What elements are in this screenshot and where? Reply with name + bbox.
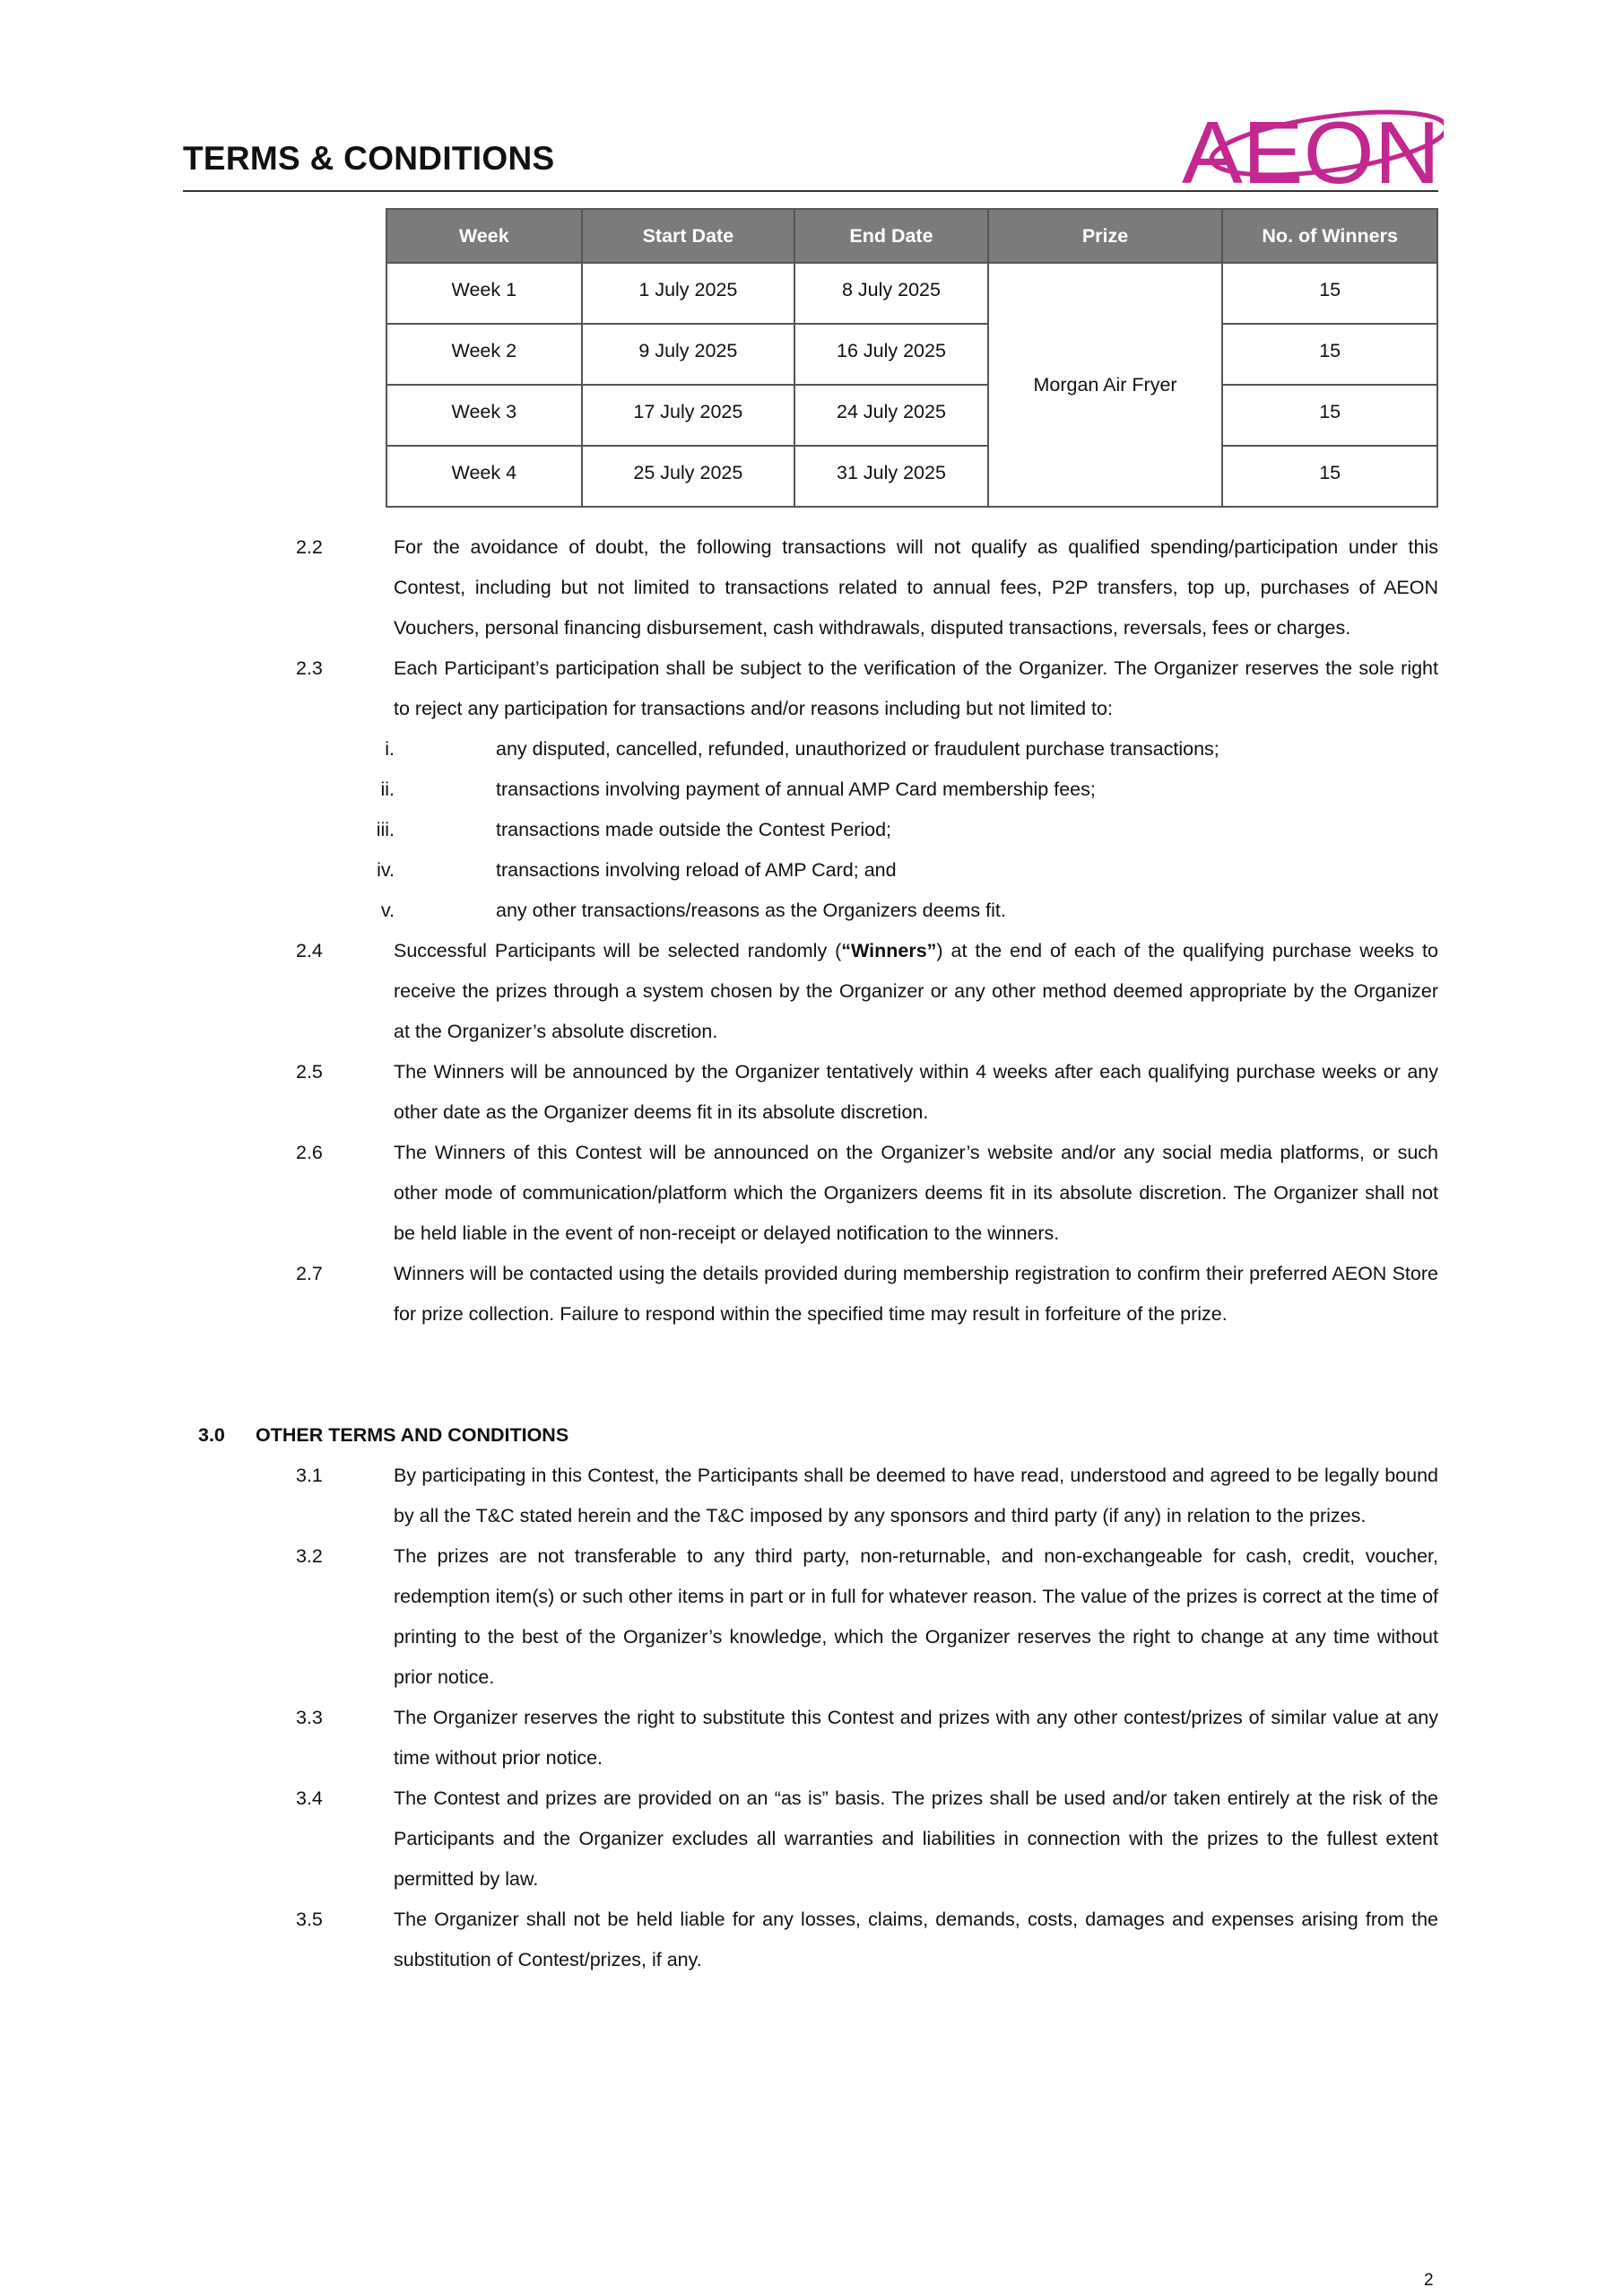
end-date-cell: 8 July 2025: [794, 263, 988, 324]
clause-text: [394, 931, 1438, 1052]
sub-item-marker: v.: [380, 900, 395, 921]
clause-3-2: [0, 1536, 1623, 1698]
sub-item-v: [0, 891, 1623, 931]
clause-3-5: [0, 1900, 1623, 1980]
clause-number: 2.7: [296, 1263, 323, 1284]
clause-number: 3.4: [296, 1787, 323, 1809]
sub-item-text: any disputed, cancelled, refunded, unauthorized or fraudulent purchase transactions;: [496, 738, 1219, 760]
clause-text: For the avoidance of doubt, the following transactions will not qualify as qualified spending/participation under this Contest, including but not limited to transactions related to annual fees, P2P transfers, top up, purchases of AEON Vouchers, personal financing disbursement, cash withdrawals, disputed transactions, reversals, fees or charges.: [394, 536, 1438, 639]
terms-body: [0, 527, 1623, 1980]
clause-number: 2.2: [296, 536, 323, 558]
end-date-cell: 24 July 2025: [794, 385, 988, 446]
sub-item-text: any other transactions/reasons as the Organizers deems fit.: [496, 900, 1006, 921]
start-date-cell: 17 July 2025: [582, 385, 795, 446]
table-row: [386, 263, 1437, 324]
clause-2-4: [0, 931, 1623, 1052]
clause-2-7: [0, 1254, 1623, 1335]
clause-2-6: [0, 1133, 1623, 1254]
winners-cell: 15: [1222, 446, 1437, 507]
column-header-start-date: Start Date: [582, 209, 795, 263]
table-row: [386, 385, 1437, 446]
week-cell: Week 2: [386, 324, 582, 385]
start-date-cell: 9 July 2025: [582, 324, 795, 385]
week-cell: Week 1: [386, 263, 582, 324]
aeon-logo: [1166, 100, 1444, 190]
sub-item-marker: i.: [385, 738, 395, 760]
section-number: 3.0: [198, 1424, 225, 1446]
clause-number: 2.3: [296, 657, 323, 679]
winners-cell: 15: [1222, 263, 1437, 324]
clause-text: The Winners of this Contest will be announced on the Organizer’s website and/or any social media platforms, or such other mode of communication/platform which the Organizers deems fit in its absolute discretion. The Organizer shall not be held liable in the event of non-receipt or delayed notification to the winners.: [394, 1142, 1438, 1244]
clause-2-3: [0, 648, 1623, 729]
clause-text: The Organizer shall not be held liable for any losses, claims, demands, costs, damages and expenses arising from the substitution of Contest/prizes, if any.: [394, 1909, 1438, 1970]
week-cell: Week 4: [386, 446, 582, 507]
clause-3-4: [0, 1779, 1623, 1900]
table-row: [386, 324, 1437, 385]
sub-item-ii: [0, 770, 1623, 810]
clause-number: 2.4: [296, 940, 323, 961]
week-cell: Week 3: [386, 385, 582, 446]
sub-item-marker: iv.: [377, 859, 395, 881]
header-divider: [183, 190, 1438, 192]
end-date-cell: 16 July 2025: [794, 324, 988, 385]
clause-2-2: [0, 527, 1623, 648]
winners-cell: 15: [1222, 324, 1437, 385]
table-row: [386, 446, 1437, 507]
sub-item-marker: iii.: [376, 819, 395, 840]
clause-text: The Organizer reserves the right to substitute this Contest and prizes with any other contest/prizes of similar value at any time without prior notice.: [394, 1707, 1438, 1769]
sub-item-iii: [0, 810, 1623, 850]
page-title: TERMS & CONDITIONS: [183, 140, 555, 177]
clause-number: 3.2: [296, 1545, 323, 1567]
sub-item-marker: ii.: [380, 778, 395, 800]
winners-term: “Winners”: [841, 940, 937, 961]
sub-item-text: transactions involving reload of AMP Card; and: [496, 859, 897, 881]
clause-text: By participating in this Contest, the Participants shall be deemed to have read, understood and agreed to be legally bound by all the T&C stated herein and the T&C imposed by any sponsors and third party (if any) in relation to the prizes.: [394, 1465, 1438, 1526]
end-date-cell: 31 July 2025: [794, 446, 988, 507]
column-header-end-date: End Date: [794, 209, 988, 263]
prize-table: [386, 208, 1438, 508]
clause-2-5: [0, 1052, 1623, 1133]
page-number: 2: [1424, 2271, 1434, 2290]
start-date-cell: 1 July 2025: [582, 263, 795, 324]
sub-item-text: transactions made outside the Contest Period;: [496, 819, 892, 840]
section-heading-3: [0, 1415, 1623, 1456]
column-header-winners: No. of Winners: [1222, 209, 1437, 263]
prize-cell: Morgan Air Fryer: [988, 263, 1223, 507]
sub-item-i: [0, 729, 1623, 770]
section-title: OTHER TERMS AND CONDITIONS: [256, 1424, 569, 1446]
winners-cell: 15: [1222, 385, 1437, 446]
clause-3-1: [0, 1456, 1623, 1536]
clause-number: 2.6: [296, 1142, 323, 1163]
clause-text: The Winners will be announced by the Organizer tentatively within 4 weeks after each qualifying purchase weeks or any other date as the Organizer deems fit in its absolute discretion.: [394, 1061, 1438, 1123]
clause-number: 3.1: [296, 1465, 323, 1486]
clause-text: Winners will be contacted using the details provided during membership registration to confirm their preferred AEON Store for prize collection. Failure to respond within the specified time may result in forfeiture of the prize.: [394, 1263, 1438, 1325]
clause-text: Each Participant’s participation shall be subject to the verification of the Organizer. The Organizer reserves the sole right to reject any participation for transactions and/or reasons including but not limited to:: [394, 657, 1438, 719]
clause-text: The prizes are not transferable to any third party, non-returnable, and non-exchangeable for cash, credit, voucher, redemption item(s) or such other items in part or in full for whatever reason. The value of the prizes is correct at the time of printing to the best of the Organizer’s knowledge, which the Organizer reserves the right to change at any time without prior notice.: [394, 1545, 1438, 1688]
column-header-week: Week: [386, 209, 582, 263]
clause-number: 3.3: [296, 1707, 323, 1728]
clause-text-part: ) at the end of each of the qualifying purchase weeks to receive the prizes through a system chosen by the Organizer or any other method deemed appropriate by the Organizer at the Organizer’s absolute discretion.: [394, 940, 1438, 1042]
clause-text-part: Successful Participants will be selected randomly (: [394, 940, 842, 961]
sub-item-iv: [0, 850, 1623, 891]
clause-number: 2.5: [296, 1061, 323, 1083]
start-date-cell: 25 July 2025: [582, 446, 795, 507]
clause-number: 3.5: [296, 1909, 323, 1930]
logo-wordmark: AEON: [1182, 103, 1440, 190]
table-header-row: [386, 209, 1437, 263]
sub-item-text: transactions involving payment of annual AMP Card membership fees;: [496, 778, 1096, 800]
column-header-prize: Prize: [988, 209, 1223, 263]
clause-3-3: [0, 1698, 1623, 1779]
clause-text: The Contest and prizes are provided on an “as is” basis. The prizes shall be used and/or taken entirely at the risk of the Participants and the Organizer excludes all warranties and liabilities in connection with the prizes to the fullest extent permitted by law.: [394, 1787, 1438, 1890]
